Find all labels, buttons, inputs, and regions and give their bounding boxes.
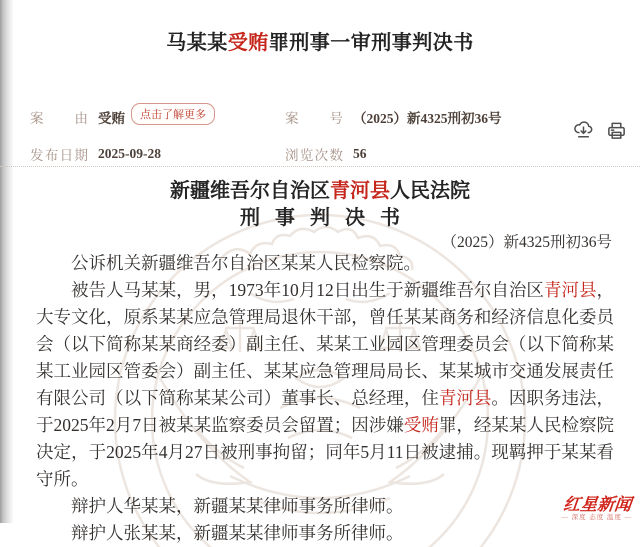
document-type-text: 刑事判决书 — [240, 207, 415, 229]
paragraph-defendant: 被告人马某某，男，1973年10月12日出生于新疆维吾尔自治区青河县，大专文化，原系某某应急管理局退休干部，曾任某某商务和经济信息化委员会（以下简称某某商经委）副主任、某某工业园区管理委员会（以下简称某某工业园区管委会）副主任、某某应急管理局局长、某某城市交通发展责任有限公司（以下简称某某公司）董事长、总经理，住青河县。因职务违法，于2025年2月7日被某某监察委员会留置；因涉嫌受贿罪，经某某人民检察院决定，于2025年4月27日被刑事拘留；同年5月11日被逮捕。现羁押于某某看守所。 — [36, 280, 615, 489]
article-title: 马某某受贿罪刑事一审刑事判决书 — [166, 32, 474, 54]
cloud-download-icon[interactable] — [572, 120, 595, 141]
case-reason-cell — [30, 106, 285, 128]
learn-more-button[interactable]: 点击了解更多 — [131, 103, 215, 125]
case-number-label: 案号 — [285, 111, 343, 126]
red-star-news-logo — [562, 496, 633, 522]
case-reason-value: 受贿 — [98, 111, 125, 126]
document-actions — [572, 120, 628, 141]
publish-date-label: 发布日期 — [30, 148, 88, 163]
case-reason-label: 案由 — [30, 111, 88, 126]
publish-date-cell — [30, 144, 285, 164]
page-edge-shade — [0, 0, 14, 523]
case-number-value: （2025）新4325刑初36号 — [353, 111, 502, 126]
case-number-cell — [285, 106, 502, 128]
printer-icon[interactable] — [605, 120, 628, 141]
paragraph-defender-1: 辩护人华某某，新疆某某律师事务所律师。 — [71, 496, 404, 516]
court-name: 新疆维吾尔自治区青河县人民法院 — [170, 180, 470, 202]
paragraph-defender-2: 辩护人张某某，新疆某某律师事务所律师。 — [71, 523, 404, 543]
views-value: 56 — [353, 146, 367, 161]
brand-name-text: 红星新闻 — [561, 495, 632, 514]
paragraph-prosecution: 公诉机关新疆维吾尔自治区某某人民检察院。 — [71, 253, 421, 273]
judgment-body — [36, 250, 614, 547]
meta-row-1 — [30, 106, 580, 128]
publish-date-value: 2025-09-28 — [98, 146, 161, 161]
dotted-divider — [0, 166, 640, 167]
document-type-title — [0, 201, 640, 230]
brand-tagline-text: — 深度 态度 温度 — — [561, 514, 632, 521]
meta-row-2 — [30, 144, 580, 164]
views-cell — [285, 144, 367, 164]
document-case-number: （2025）新4325刑初36号 — [441, 234, 612, 251]
views-label: 浏览次数 — [285, 148, 343, 163]
